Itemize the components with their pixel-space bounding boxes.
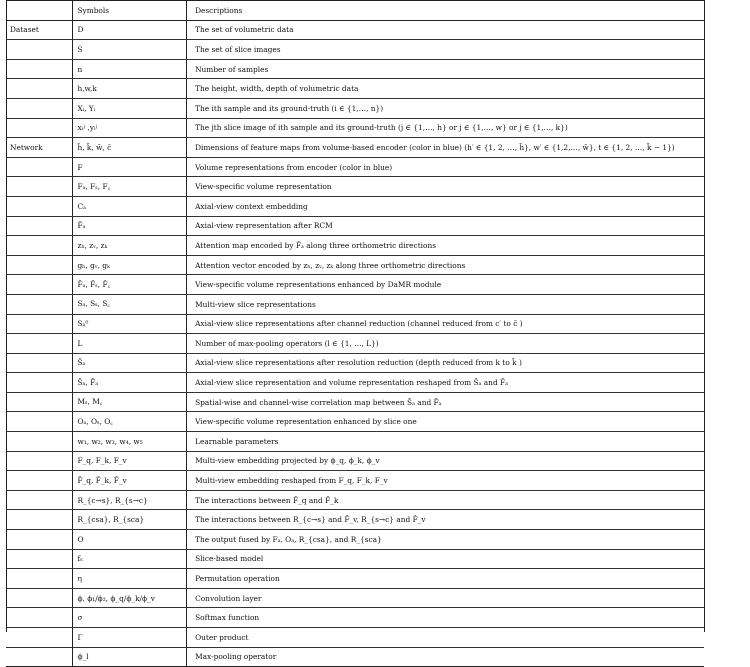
description-cell: Volume representations from encoder (color in blue) [195, 162, 393, 172]
description-cell: Multi-view slice representations [195, 299, 316, 309]
description-cell: The interactions between R_{c→s} and F̂_v, R_{s→c} and F̂_v [195, 515, 426, 525]
table-row [6, 138, 704, 158]
category-cell [6, 353, 73, 373]
category-cell [6, 216, 73, 236]
description-cell: Attention vector encoded by zₕ, zᵥ, zₖ along three orthometric directions [195, 260, 466, 270]
symbol-cell: F_q, F_k, F_v [77, 456, 127, 466]
symbol-cell: η [77, 574, 82, 584]
symbol-cell: ϕ_l [77, 652, 89, 662]
table-row [6, 177, 704, 197]
category-cell [6, 549, 73, 569]
table-row [6, 451, 704, 471]
table-row [6, 432, 704, 452]
description-cell: The output fused by Fₐ, Oₐ, R_{csa}, and R_{sca} [195, 534, 382, 544]
description-cell: The set of slice images [195, 44, 281, 54]
table-row [6, 334, 704, 354]
table-row [6, 373, 704, 393]
symbol-cell: F̂ₐ [77, 221, 86, 231]
table-row [6, 40, 704, 60]
symbol-cell: R_{c→s}, R_{s→c} [77, 495, 148, 505]
table-row [6, 530, 704, 550]
category-cell [6, 314, 73, 334]
table-row [6, 647, 704, 667]
description-cell: Axial-view slice representations after resolution reduction (depth reduced from k to k̄ ) [195, 358, 522, 368]
description-cell: Max-pooling operator [195, 652, 277, 662]
category-cell: Network [10, 142, 43, 152]
category-cell [6, 588, 73, 608]
table-row [6, 569, 704, 589]
description-cell: Multi-view embedding reshaped from F_q, F_k, F_v [195, 476, 388, 486]
symbol-cell: fₛ [77, 554, 83, 564]
symbol-cell: n [77, 64, 83, 74]
description-cell: View-specific volume representations enhanced by DaMR module [195, 280, 442, 290]
table-row [6, 353, 704, 373]
symbol-cell: zₕ, zᵥ, zₖ [77, 240, 108, 250]
symbol-cell: Fₐ, Fₛ, F꜀ [77, 181, 111, 191]
category-cell [6, 157, 73, 177]
description-cell: Slice-based model [195, 554, 264, 564]
symbol-cell: S [77, 44, 83, 54]
description-cell: Dimensions of feature maps from volume-based encoder (color in blue) (h′ ∈ {1, 2, …, h̄}, w′ ∈ {1,2,…, w̄}, t ∈ {1, 2, …, k̄ − 1}) [195, 142, 675, 152]
header-category [6, 1, 73, 21]
symbol-cell: Γ [77, 632, 83, 642]
symbol-cell: D [77, 25, 84, 35]
symbol-cell: ϕ, ϕ₁/ϕ₂, ϕ_q/ϕ_k/ϕ_v [77, 593, 155, 603]
description-cell: Number of max-pooling operators (l ∈ {1, …, L}) [195, 338, 379, 348]
category-cell [6, 118, 73, 138]
description-cell: The ith sample and its ground-truth (i ∈ {1,…, n}) [195, 103, 384, 113]
description-cell: Attention map encoded by F̂ₐ along three orthometric directions [195, 240, 437, 250]
symbol-cell: Ŝₐ [77, 358, 86, 368]
category-cell [6, 294, 73, 314]
symbol-cell: Oₐ, Oₛ, O꜀ [77, 416, 113, 426]
table-row [6, 628, 704, 648]
table-row [6, 79, 704, 99]
symbol-cell: F [77, 162, 83, 172]
symbol-cell: S̄ₐ, F̄ₐ [77, 378, 99, 388]
description-cell: Axial-view slice representations after channel reduction (channel reduced from c′ to c̄ ) [195, 319, 523, 329]
table-row [6, 157, 704, 177]
table-row [6, 98, 704, 118]
category-cell [6, 79, 73, 99]
symbol-cell: R_{csa}, R_{sca} [77, 515, 145, 525]
category-cell [6, 510, 73, 530]
description-cell: View-specific volume representation enhanced by slice one [195, 417, 417, 427]
description-cell: Axial-view context embedding [195, 201, 308, 211]
category-cell [6, 373, 73, 393]
table-row [6, 196, 704, 216]
description-cell: Convolution layer [195, 593, 262, 603]
table-header-row [6, 1, 704, 21]
category-cell [6, 451, 73, 471]
description-cell: The interactions between F̂_q and F̂_k [195, 495, 339, 505]
description-cell: Learnable parameters [195, 436, 279, 446]
table-row [6, 314, 704, 334]
symbol-cell: h,w,k [77, 84, 97, 94]
description-cell: Axial-view slice representation and volume representation reshaped from Ŝₐ and F̂ₐ [195, 378, 509, 388]
symbol-cell: gₕ, gᵥ, gₖ [77, 260, 110, 270]
notation-table [6, 0, 704, 667]
table-row [6, 549, 704, 569]
table-row [6, 59, 704, 79]
symbol-cell: F̂ₐ, F̂ₛ, F̂꜀ [77, 279, 111, 289]
table-row [6, 118, 704, 138]
description-cell: Softmax function [195, 613, 260, 623]
category-cell [6, 334, 73, 354]
category-cell [6, 275, 73, 295]
description-cell: The jth slice image of ith sample and its ground-truth (j ∈ {1,…, h} or j ∈ {1,…, w} or j ∈ {1,…, k}) [195, 123, 568, 133]
category-cell [6, 196, 73, 216]
category-cell [6, 608, 73, 628]
category-cell: Dataset [10, 25, 39, 35]
description-cell: Outer product [195, 632, 249, 642]
symbol-cell: xᵢʲ ,yᵢʲ [77, 123, 98, 133]
category-cell [6, 177, 73, 197]
table-row [6, 588, 704, 608]
category-cell [6, 490, 73, 510]
symbol-cell: h̄, k̄, w̄, c̄ [77, 142, 112, 152]
table-row [6, 608, 704, 628]
category-cell [6, 628, 73, 648]
table-row [6, 490, 704, 510]
table-row [6, 20, 704, 40]
table-right-border [704, 0, 705, 632]
category-cell [6, 236, 73, 256]
header-symbols: Symbols [77, 5, 110, 15]
category-cell [6, 40, 73, 60]
description-cell: The height, width, depth of volumetric data [195, 84, 359, 94]
category-cell [6, 471, 73, 491]
symbol-cell: L [77, 338, 83, 348]
table-row [6, 216, 704, 236]
description-cell: View-specific volume representation [195, 182, 332, 192]
symbol-cell: σ [77, 613, 83, 623]
category-cell [6, 59, 73, 79]
description-cell: Multi-view embedding projected by ϕ_q, ϕ_k, ϕ_v [195, 456, 380, 466]
symbol-cell: Cₐ [77, 201, 86, 211]
category-cell [6, 412, 73, 432]
table-row [6, 392, 704, 412]
table-row [6, 255, 704, 275]
table-row [6, 294, 704, 314]
category-cell [6, 569, 73, 589]
table-row [6, 275, 704, 295]
description-cell: Spatial-wise and channel-wise correlation map between S̄ₐ and F̄ₐ [195, 397, 442, 407]
symbol-cell: Mₛ, M꜀ [77, 397, 103, 407]
category-cell [6, 647, 73, 667]
table-row [6, 412, 704, 432]
header-descriptions: Descriptions [195, 5, 243, 15]
description-cell: Axial-view representation after RCM [195, 221, 333, 231]
category-cell [6, 98, 73, 118]
symbol-cell: Sₐ⁰ [77, 319, 89, 329]
category-cell [6, 255, 73, 275]
symbol-cell: O [77, 534, 84, 544]
description-cell: Permutation operation [195, 574, 280, 584]
table-body [6, 20, 704, 667]
description-cell: Number of samples [195, 64, 269, 74]
table-row [6, 510, 704, 530]
symbol-cell: w₁, w₂, w₃, w₄, w₅ [77, 436, 143, 446]
description-cell: The set of volumetric data [195, 25, 294, 35]
table-row [6, 236, 704, 256]
symbol-cell: Sₐ, Sₛ, S꜀ [77, 299, 110, 309]
category-cell [6, 530, 73, 550]
category-cell [6, 392, 73, 412]
symbol-cell: Xᵢ, Yᵢ [77, 103, 96, 113]
symbol-cell: F̂_q, F̂_k, F̂_v [77, 476, 127, 486]
category-cell [6, 432, 73, 452]
table-row [6, 471, 704, 491]
